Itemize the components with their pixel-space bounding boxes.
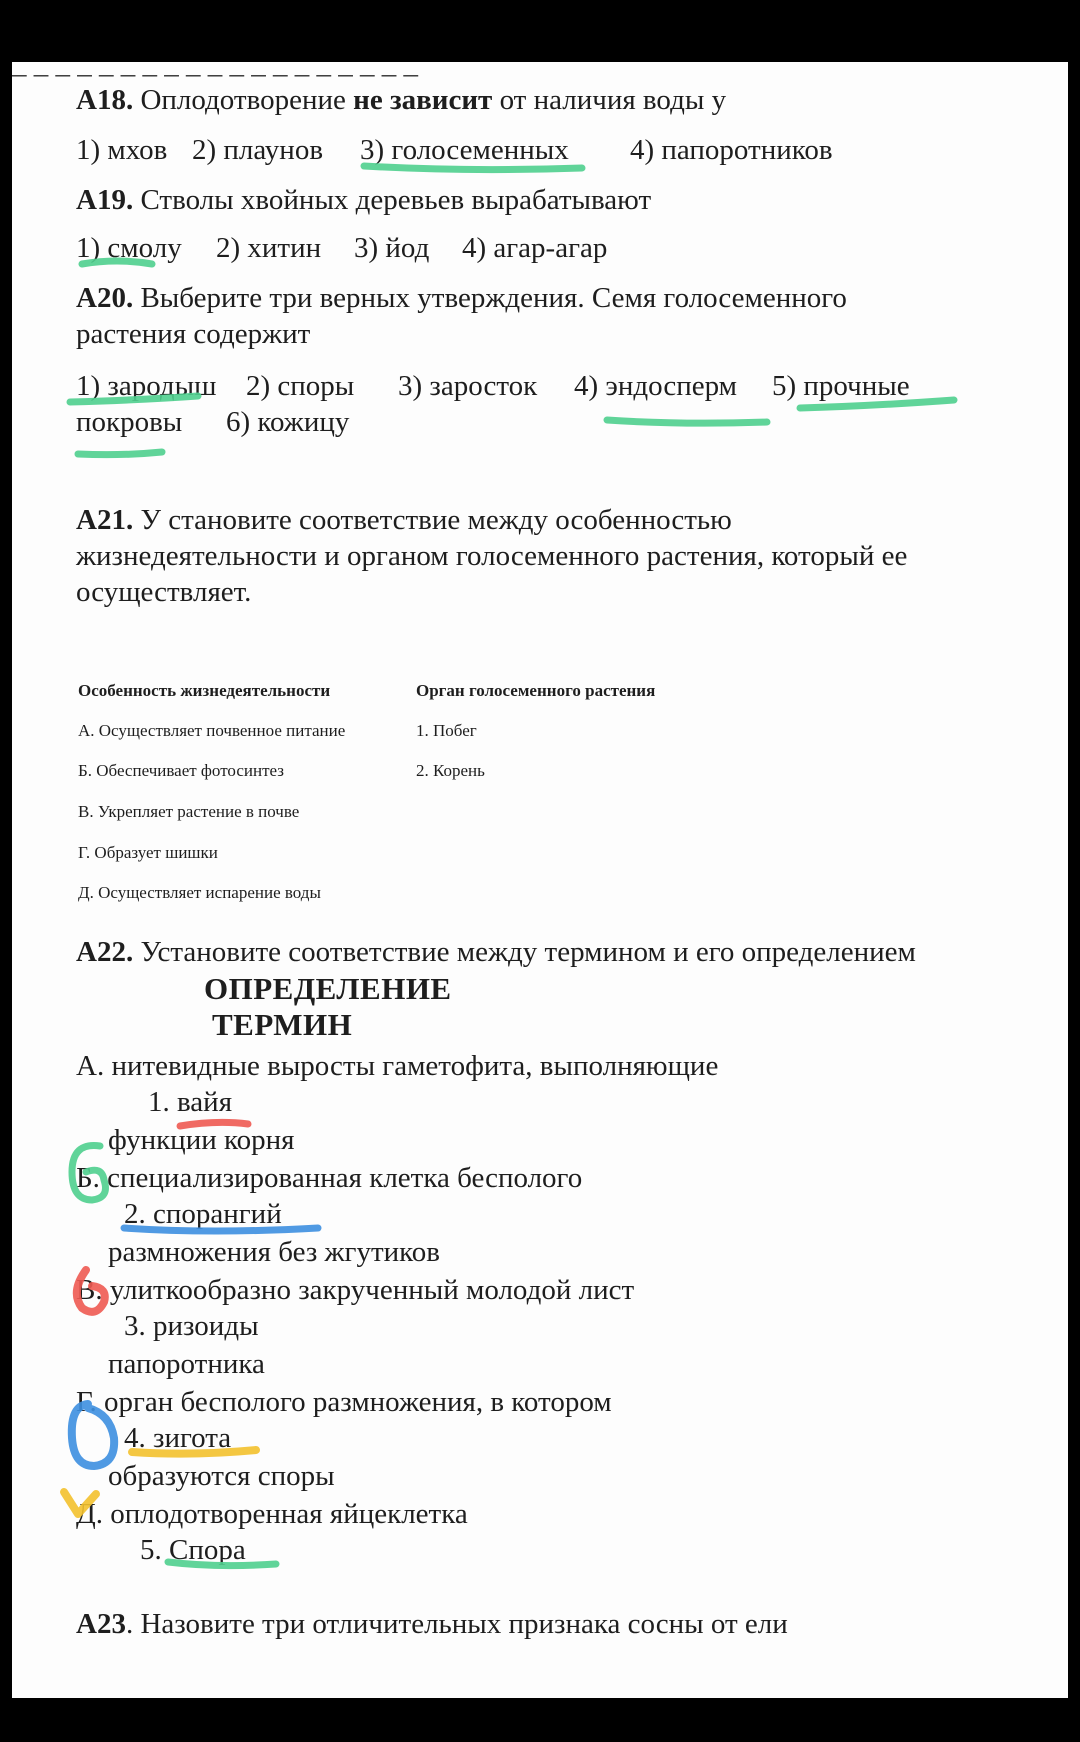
question-text: Установите соответствие между термином и его определением (133, 936, 916, 968)
term: 4. зигота (124, 1422, 232, 1454)
option: 5) прочные (772, 370, 910, 402)
question-text-bold: не зависит (353, 84, 493, 116)
question-text: . Назовите три отличительных признака сосны от ели (125, 1608, 788, 1640)
definition-line: функции корня (108, 1124, 295, 1156)
table-row: В. Укрепляет растение в почве (78, 802, 300, 821)
question-number: А19. (76, 184, 134, 216)
option: 3) йод (354, 232, 430, 264)
definition-line: Д. оплодотворенная яйцеклетка (76, 1498, 468, 1530)
question-number: А21. (76, 504, 134, 536)
question-text: от наличия воды у (492, 84, 727, 116)
definition-line: образуются споры (108, 1460, 335, 1492)
option: 1) зародыш (76, 370, 217, 402)
underline-pokrovy (78, 452, 162, 455)
option: 2) хитин (216, 232, 322, 264)
definition-line: В. улиткообразно закрученный молодой лист (76, 1274, 635, 1306)
table-row: Г. Образует шишки (78, 843, 218, 862)
definition-line: Б. специализированная клетка бесполого (76, 1162, 583, 1194)
option: 4) папоротников (630, 134, 833, 166)
definition-line: папоротника (108, 1348, 265, 1380)
term: 2. спорангий (124, 1198, 282, 1230)
question-number: А18. (76, 84, 134, 116)
question-text: Оплодотворение (133, 84, 354, 116)
term: 5. Спора (140, 1534, 246, 1566)
question-a20 (76, 280, 847, 316)
column-header: ОПРЕДЕЛЕНИЕ (204, 971, 452, 1006)
question-text: У становите соответствие между особенностью (133, 504, 732, 536)
table-row: Б. Обеспечивает фотосинтез (78, 761, 284, 780)
option: 3) голосеменных (360, 134, 569, 166)
definition-line: А. нитевидные выросты гаметофита, выполняющие (76, 1050, 719, 1082)
option: 1) смолу (76, 232, 182, 264)
option: 6) кожицу (226, 406, 350, 438)
option: 4) эндосперм (574, 370, 738, 402)
table-cell: 1. Побег (416, 721, 477, 740)
option: 1) мхов (76, 134, 168, 166)
question-text: осуществляет. (76, 576, 252, 608)
cut-off-line: _ _ _ _ _ _ _ _ _ _ _ _ _ _ _ _ _ _ _ (12, 62, 418, 80)
question-number: А20. (76, 282, 134, 314)
question-text: жизнедеятельности и органом голосеменного растения, который ее (76, 540, 908, 572)
question-number: А23 (76, 1608, 126, 1640)
option: 3) заросток (398, 370, 538, 402)
question-text: Стволы хвойных деревьев вырабатывают (133, 184, 652, 216)
column-header: Особенность жизнедеятельности (78, 681, 331, 700)
question-number: А22. (76, 936, 134, 968)
question-text: Выберите три верных утверждения. Семя голосеменного (133, 282, 847, 314)
table-row: А. Осуществляет почвенное питание (78, 721, 346, 740)
document-page (12, 62, 1068, 1698)
underline-endosperm (607, 420, 767, 423)
question-a23 (76, 1606, 788, 1642)
table-cell: 2. Корень (416, 761, 485, 780)
column-header: ТЕРМИН (212, 1007, 353, 1042)
term: 1. вайя (148, 1086, 233, 1118)
option: покровы (76, 406, 183, 438)
question-text: растения содержит (76, 318, 311, 350)
option: 4) агар-агар (462, 232, 608, 264)
option: 2) споры (246, 370, 355, 402)
table-row: Д. Осуществляет испарение воды (78, 883, 321, 902)
question-a22 (76, 934, 916, 970)
question-a19 (76, 182, 651, 218)
definition-line: Г. орган бесполого размножения, в котором (76, 1386, 612, 1418)
column-header: Орган голосеменного растения (416, 681, 656, 700)
definition-line: размножения без жгутиков (108, 1236, 440, 1268)
option: 2) плаунов (192, 134, 324, 166)
question-a21 (76, 502, 732, 538)
question-a18 (76, 82, 726, 118)
term: 3. ризоиды (124, 1310, 259, 1342)
